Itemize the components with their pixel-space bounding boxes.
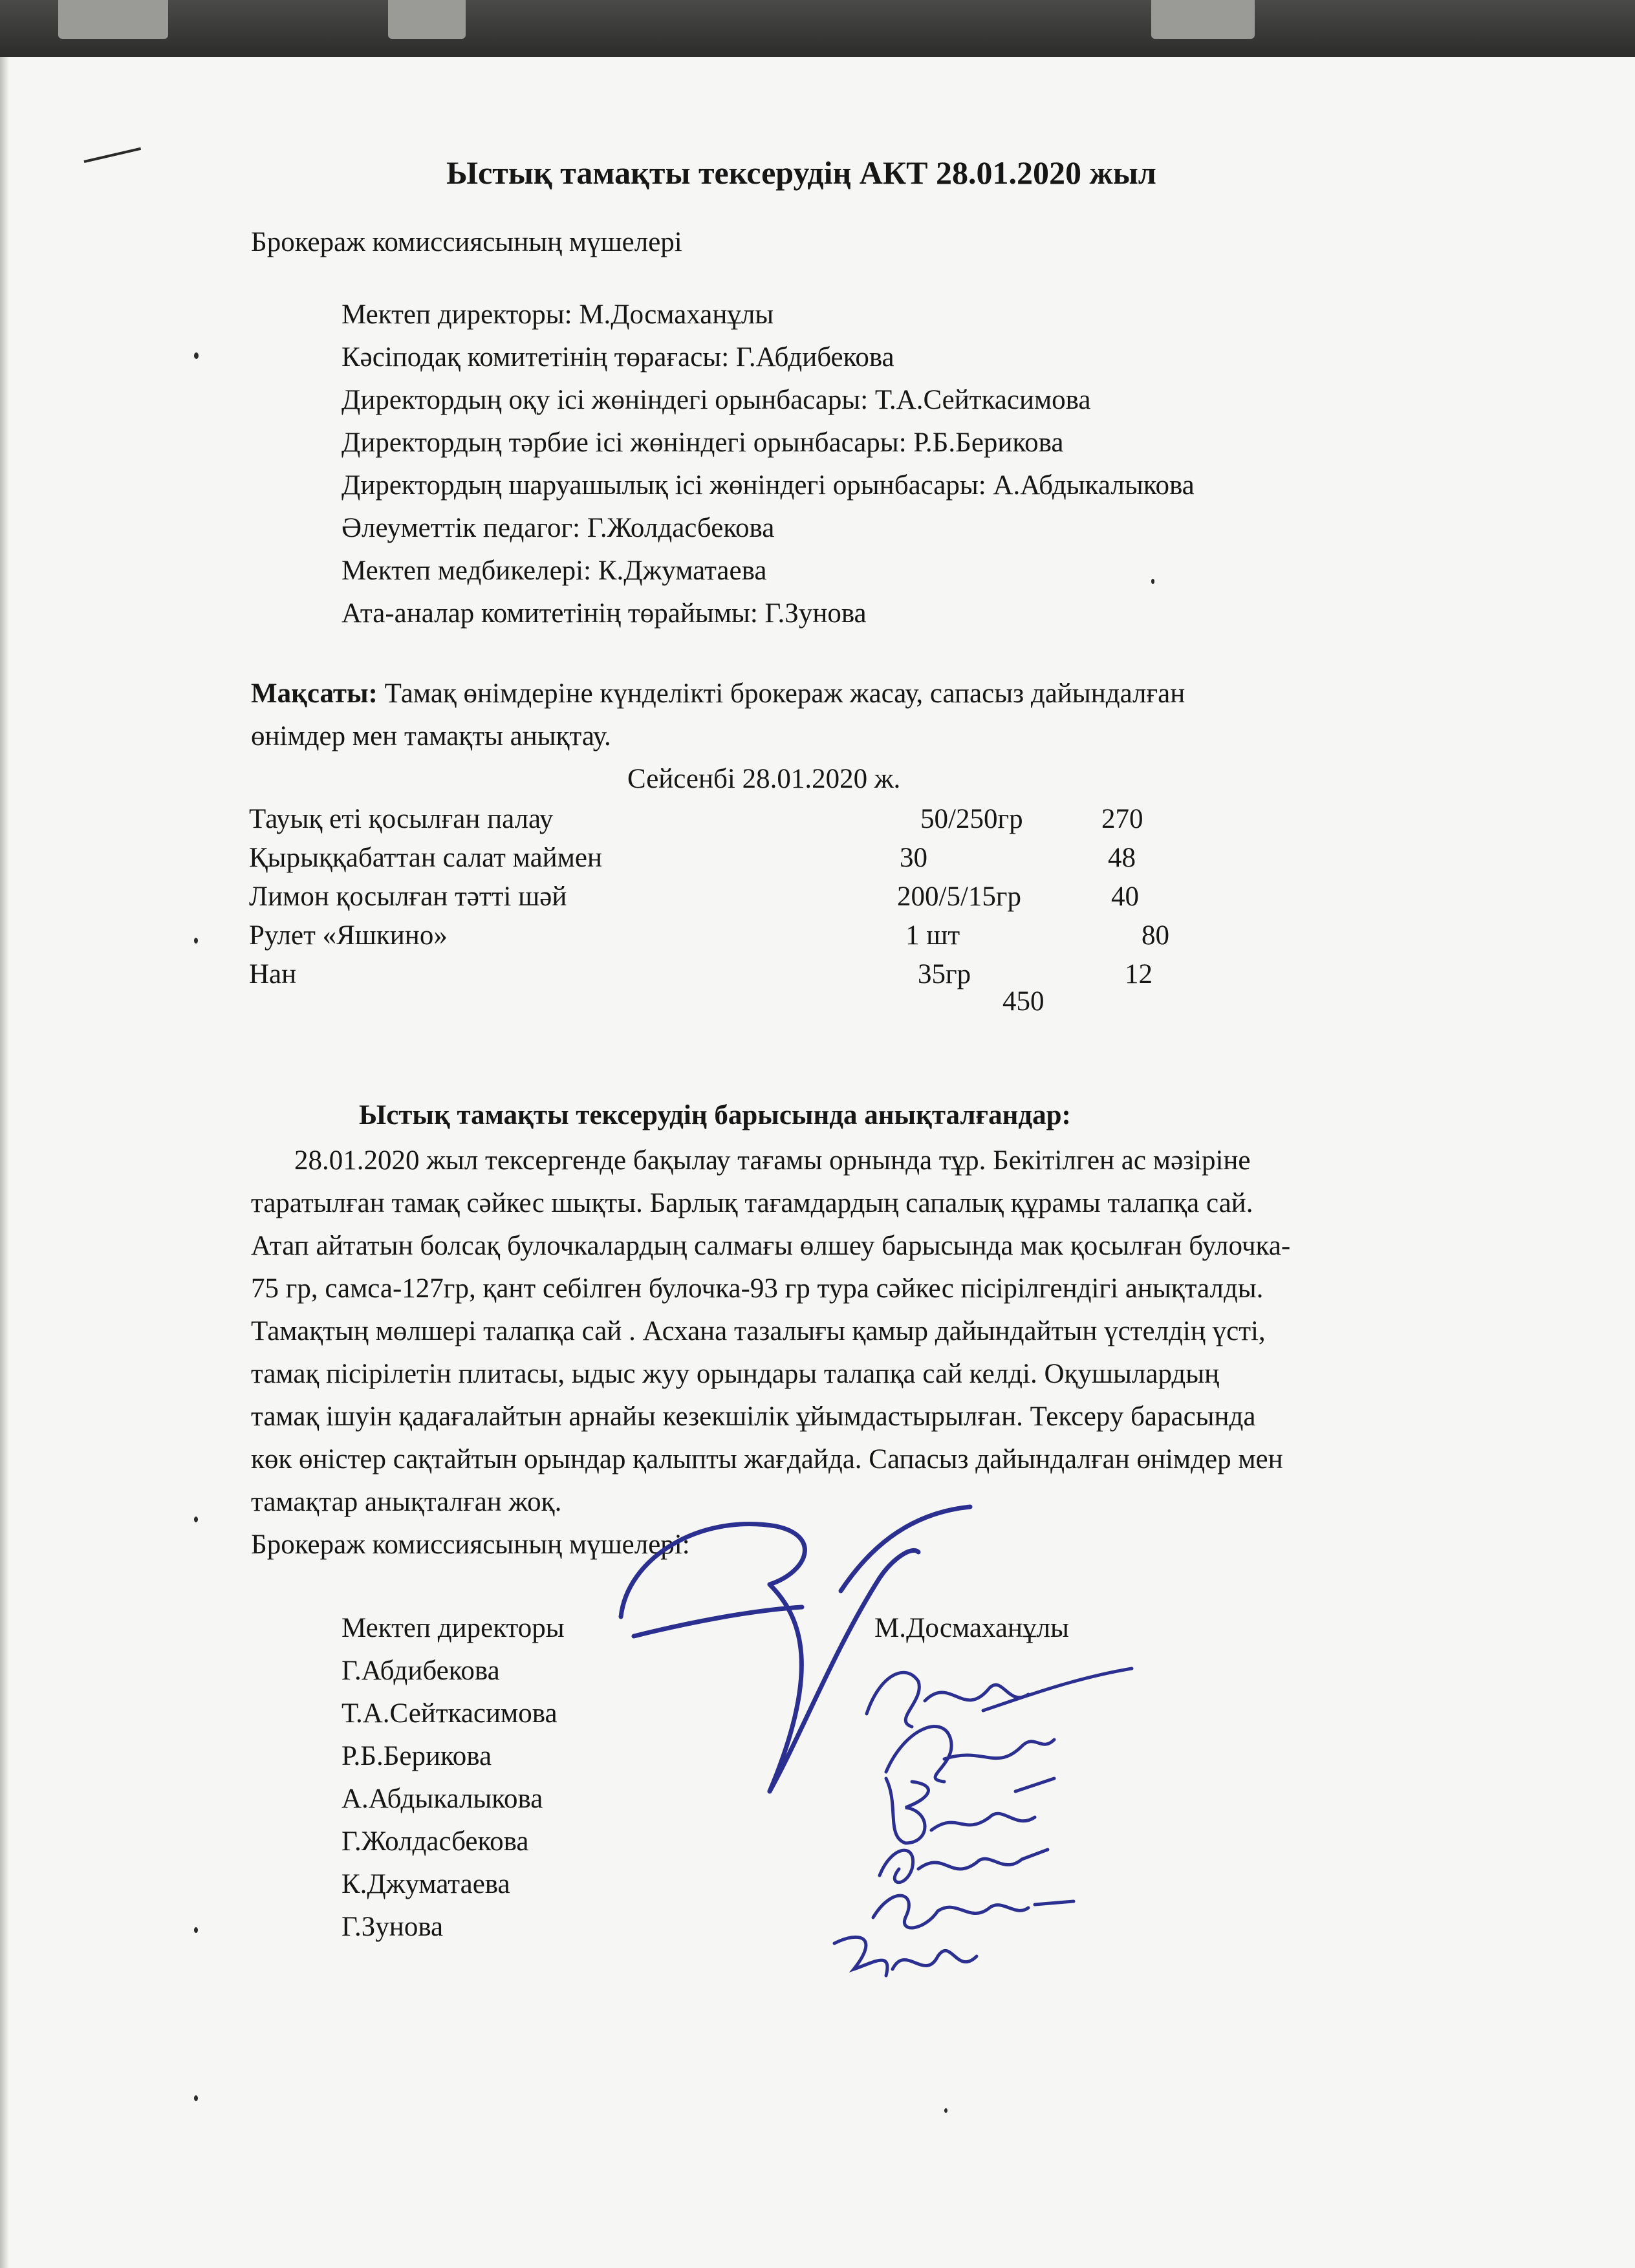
- member-line: Әлеуметтік педагог: Г.Жолдасбекова: [341, 513, 775, 543]
- menu-total: 450: [1002, 986, 1045, 1017]
- member-line: Директордың тәрбие ісі жөніндегі орынбасары: Р.Б.Берикова: [341, 427, 1064, 458]
- menu-item-name: Лимон қосылған тәтті шәй: [249, 881, 567, 912]
- menu-item-price: 48: [1108, 843, 1136, 873]
- commission-heading: Брокераж комиссиясының мүшелері: [251, 227, 682, 257]
- menu-item-portion: 1 шт: [905, 920, 960, 951]
- signatory-name: Р.Б.Берикова: [341, 1741, 492, 1771]
- menu-row: [249, 881, 1167, 920]
- member-line: Директордың оқу ісі жөніндегі орынбасары: Т.А.Сейткасимова: [341, 385, 1091, 415]
- member-line: Директордың шаруашылық ісі жөніндегі орынбасары: А.Абдыкалыкова: [341, 470, 1195, 501]
- findings-line: Тамақтың мөлшері талапқа сай . Асхана тазалығы қамыр дайындайтын үстелдің үсті,: [251, 1316, 1266, 1346]
- signature-zunova-icon: [821, 1924, 990, 1995]
- director-name: М.Досмаханұлы: [874, 1613, 1069, 1643]
- findings-line: 75 гр, самса-127гр, қант себілген булочка-93 гр тура сәйкес пісірілгендігі анықталды.: [251, 1273, 1264, 1304]
- member-line: Мектеп директоры: М.Досмаханұлы: [341, 299, 774, 330]
- closing-heading: Брокераж комиссиясының мүшелері:: [251, 1529, 690, 1560]
- director-label: Мектеп директоры: [341, 1613, 565, 1643]
- findings-line: 28.01.2020 жыл тексергенде бақылау тағамы орнында тұр. Бекітілген ас мәзіріне: [294, 1145, 1251, 1176]
- findings-line: тамақтар анықталған жоқ.: [251, 1487, 562, 1517]
- menu-row: [249, 920, 1167, 958]
- findings-heading: Ыстық тамақты тексерудің барысында анықталғандар:: [359, 1100, 1071, 1130]
- menu-item-portion: 30: [900, 843, 927, 873]
- menu-item-name: Тауық еті қосылған палау: [249, 804, 554, 834]
- menu-row: [249, 803, 1167, 842]
- menu-item-name: Нан: [249, 959, 297, 989]
- signatory-name: К.Джуматаева: [341, 1869, 510, 1899]
- findings-line: таратылған тамақ сәйкес шықты. Барлық тағамдардың сапалық құрамы талапқа сай.: [251, 1188, 1253, 1218]
- menu-item-name: Рулет «Яшкино»: [249, 920, 448, 951]
- menu-item-name: Қырыққабаттан салат маймен: [249, 843, 603, 873]
- menu-item-price: 40: [1111, 881, 1139, 912]
- signatory-name: Г.Абдибекова: [341, 1656, 500, 1686]
- menu-item-price: 12: [1125, 959, 1153, 989]
- menu-item-portion: 50/250гр: [920, 804, 1023, 834]
- day-heading: Сейсенбі 28.01.2020 ж.: [627, 764, 901, 794]
- signatory-name: Т.А.Сейткасимова: [341, 1698, 558, 1729]
- signatory-name: Г.Зунова: [341, 1912, 444, 1942]
- signatory-name: Г.Жолдасбекова: [341, 1826, 529, 1857]
- menu-item-price: 270: [1101, 804, 1143, 834]
- document-title: Ыстық тамақты тексерудің АКТ 28.01.2020 жыл: [446, 155, 1156, 191]
- findings-line: тамақ ішуін қадағалайтын арнайы кезекшілік ұйымдастырылған. Тексеру барасында: [251, 1401, 1256, 1432]
- member-line: Кәсіподақ комитетінің төрағасы: Г.Абдибекова: [341, 342, 894, 373]
- member-line: Мектеп медбикелері: К.Джуматаева: [341, 556, 767, 586]
- menu-item-portion: 35гр: [918, 959, 971, 989]
- findings-line: Атап айтатын болсақ булочкалардың салмағы өлшеу барысында мак қосылған булочка-: [251, 1231, 1291, 1261]
- menu-item-portion: 200/5/15гр: [897, 881, 1022, 912]
- purpose-label: Мақсаты:: [251, 678, 378, 709]
- menu-item-price: 80: [1142, 920, 1169, 951]
- findings-line: тамақ пісірілетін плитасы, ыдыс жуу орындары талапқа сай келді. Оқушылардың: [251, 1359, 1220, 1389]
- menu-row: [249, 842, 1167, 881]
- signatory-name: А.Абдыкалыкова: [341, 1784, 543, 1814]
- findings-line: көк өністер сақтайтын орындар қалыпты жағдайда. Сапасыз дайындалған өнімдер мен: [251, 1444, 1283, 1474]
- purpose-line-2: өнімдер мен тамақты анықтау.: [251, 721, 611, 751]
- purpose-line: [251, 678, 1185, 709]
- member-line: Ата-аналар комитетінің төрайымы: Г.Зунова: [341, 598, 867, 629]
- purpose-text: Тамақ өнімдеріне күнделікті брокераж жасау, сапасыз дайындалған: [377, 678, 1186, 709]
